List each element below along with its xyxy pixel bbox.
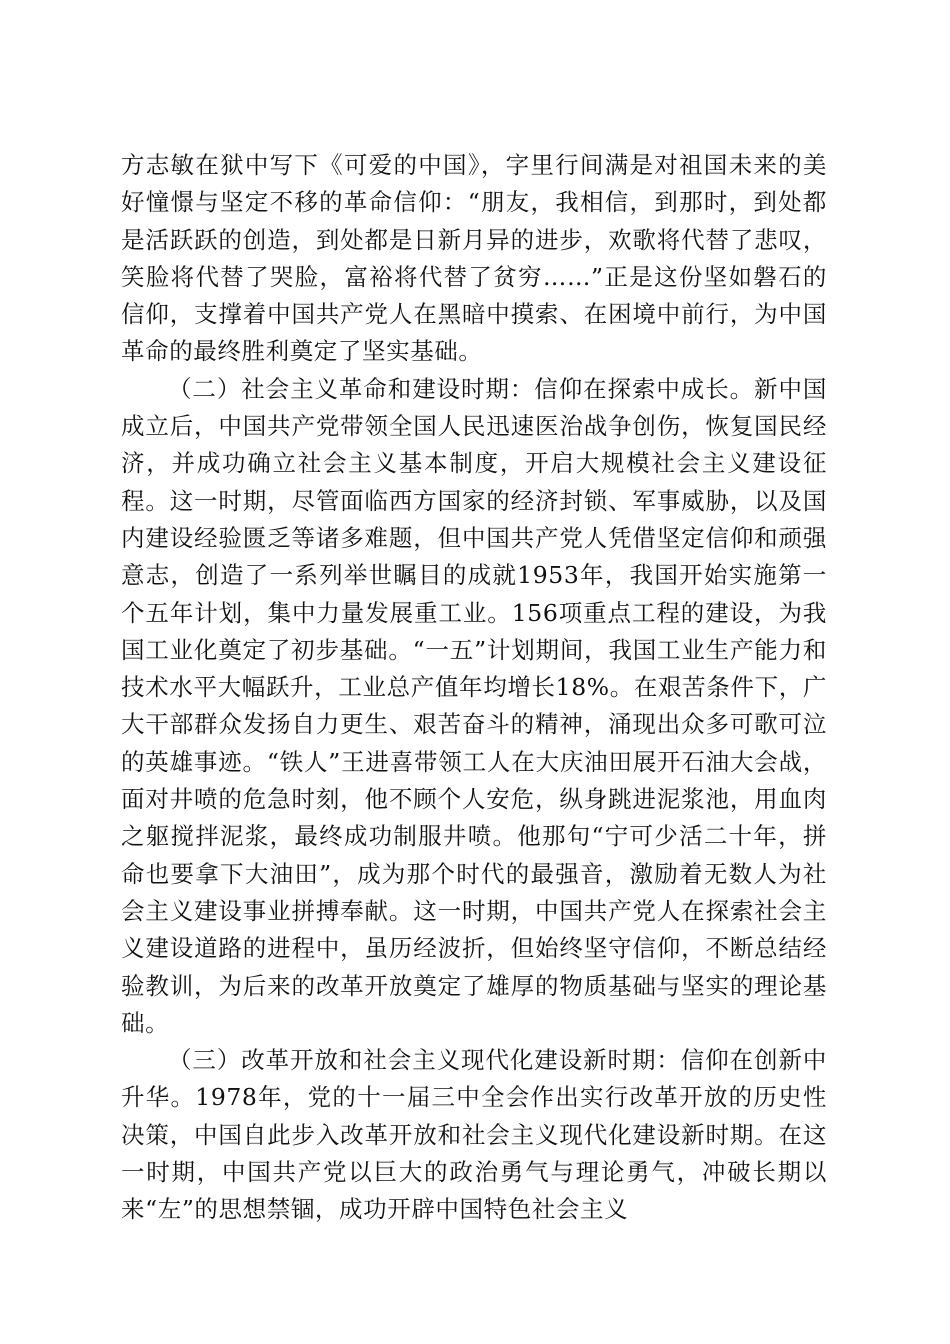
paragraph-section-2: （二）社会主义革命和建设时期：信仰在探索中成长。新中国成立后，中国共产党带领全国人民迅速医治战争创伤，恢复国民经济，并成功确立社会主义基本制度，开启大规模社会主义建设征程。这一时期，尽管面临西方国家的经济封锁、军事威胁，以及国内建设经验匮乏等诸多难题，但中国共产党人凭借坚定信仰和顽强意志，创造了一系列举世瞩目的成就1953年，我国开始实施第一个五年计划，集中力量发展重工业。156项重点工程的建设，为我国工业化奠定了初步基础。“一五”计划期间，我国工业生产能力和技术水平大幅跃升，工业总产值年均增长18%。在艰苦条件下，广大干部群众发扬自力更生、艰苦奋斗的精神，涌现出众多可歌可泣的英雄事迹。“铁人”王进喜带领工人在大庆油田展开石油大会战，面对井喷的危急时刻，他不顾个人安危，纵身跳进泥浆池，用血肉之躯搅拌泥浆，最终成功制服井喷。他那句“宁可少活二十年，拼命也要拿下大油田”，成为那个时代的最强音，激励着无数人为社会主义建设事业拼搏奉献。这一时期，中国共产党人在探索社会主义建设道路的进程中，虽历经波折，但始终坚守信仰，不断总结经验教训，为后来的改革开放奠定了雄厚的物质基础与坚实的理论基础。 — [121, 374, 827, 1037]
paragraph-section-3: （三）改革开放和社会主义现代化建设新时期：信仰在创新中升华。1978年，党的十一届三中全会作出实行改革开放的历史性决策，中国自此步入改革开放和社会主义现代化建设新时期。在这一时期，中国共产党以巨大的政治勇气与理论勇气，冲破长期以来“左”的思想禁锢，成功开辟中国特色社会主义 — [121, 1046, 827, 1224]
document-body — [121, 147, 827, 1229]
paragraph-continuation: 方志敏在狱中写下《可爱的中国》，字里行间满是对祖国未来的美好憧憬与坚定不移的革命信仰：“朋友，我相信，到那时，到处都是活跃跃的创造，到处都是日新月异的进步，欢歌将代替了悲叹，笑脸将代替了哭脸，富裕将代替了贫穷……”正是这份坚如磐石的信仰，支撑着中国共产党人在黑暗中摸索、在困境中前行，为中国革命的最终胜利奠定了坚实基础。 — [121, 151, 827, 366]
